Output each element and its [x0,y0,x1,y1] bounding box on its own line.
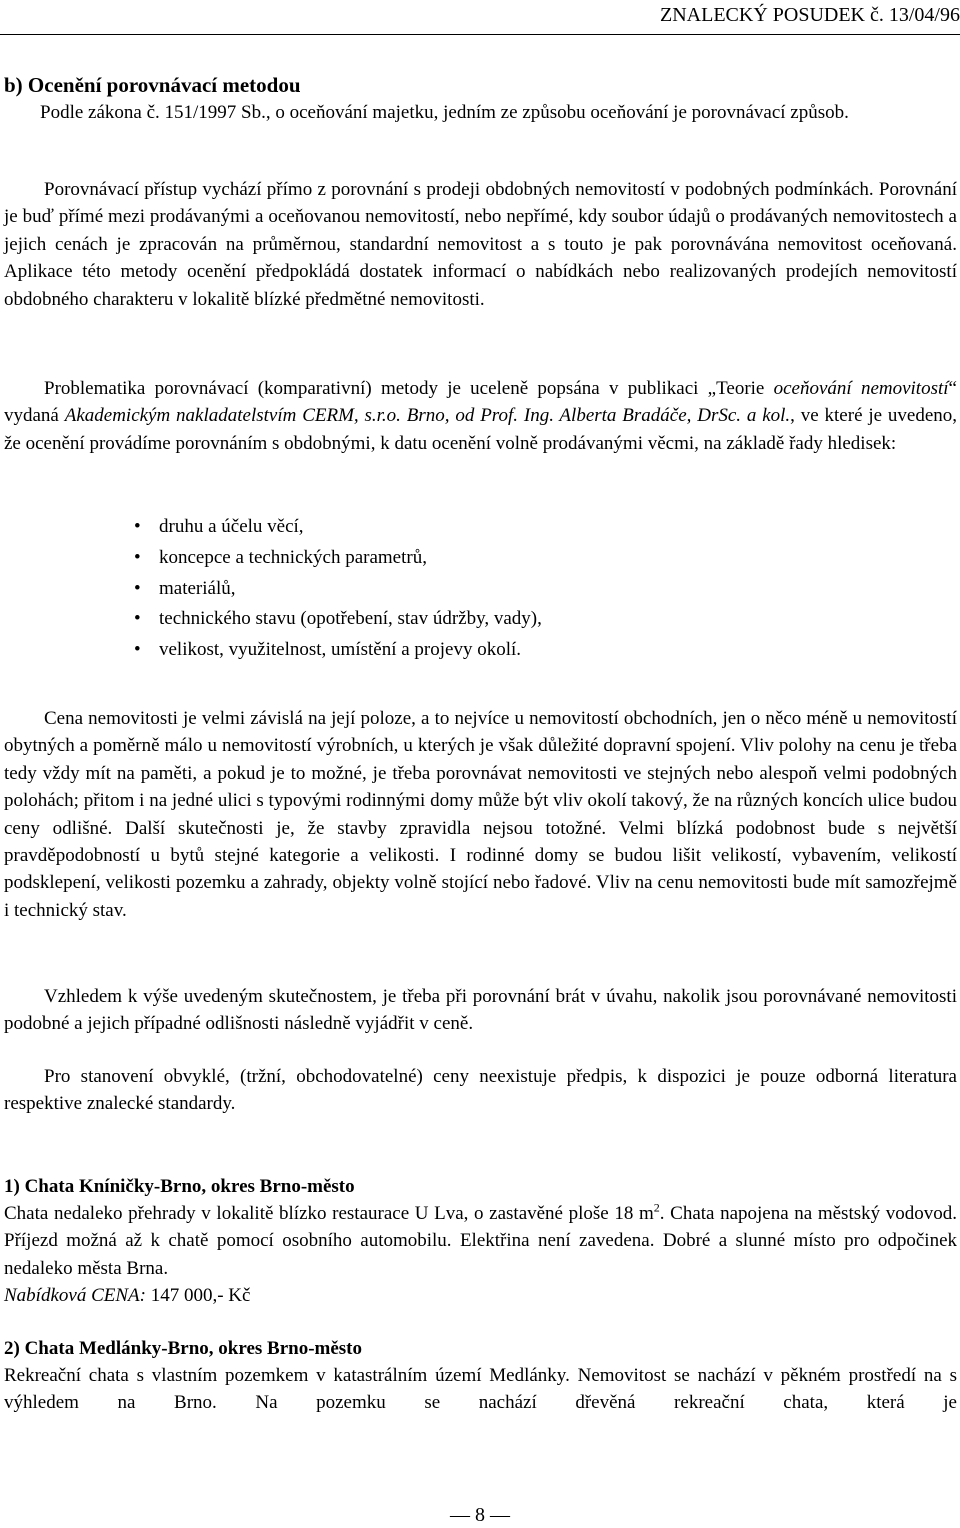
price-value: 147 000,- Kč [145,1285,251,1307]
paragraph-similarity [4,983,957,1038]
list-item: • velikost, využitelnost, umístění a projevy okolí. [134,635,542,666]
list-item: • materiálů, [134,574,542,605]
section-heading: b) Ocenění porovnávací metodou [4,73,301,97]
property-listing-1 [4,1173,957,1309]
text-run: . Chata napojena na městský vodovod. Příjezd možná až k chatě pomocí osobního automobilu. Elektřina není zavedena. Dobré a slunné místo pro odpočinek nedaleko města Brna. [4,1203,958,1279]
paragraph-publication [4,375,957,457]
text-run: “ vydaná [4,378,957,427]
text-run: , ve které je uvedeno, že ocenění provádíme porovnáním s obdobnými, k datu ocenění volně prodávanými věcmi, na základě řady hledisek: [4,405,958,454]
paragraph-comparative-approach [4,176,957,313]
running-header: ZNALECKÝ POSUDEK č. 13/04/96 [660,4,960,26]
list-item: • druhu a účelu věcí, [134,512,542,543]
price-label: Nabídková CENA: [4,1285,146,1307]
text-run: Problematika porovnávací (komparativní) metody je uceleně popsána v publikaci „Teorie [44,378,774,399]
property-price [4,1282,957,1309]
criteria-list [134,512,542,666]
paragraph-text [4,375,957,457]
text-run: Chata nedaleko přehrady v lokalitě blízko restaurace U Lva, o zastavěné ploše 18 m [4,1203,654,1224]
paragraph-text: Cena nemovitosti je velmi závislá na její poloze, a to nejvíce u nemovitostí obchodních, jen o něco méně u nemovitostí obytných a poměrně málo u nemovitostí výrobních, u kterých je však důležité dopravní spojení. Vliv polohy na cenu je třeba tedy vždy mít na paměti, a pokud je to možné, je třeba porovnávat nemovitosti ve stejných nebo alespoň velmi podobných polohách; přitom i na jedné ulici s typovými rodinnými domy může být vliv okolí takový, že na různých koncích ulice budou ceny odlišné. Další skutečnosti je, že stavby zpravidla nejsou totožné. Velmi blízká podobnost bude s největší pravděpodobností u bytů stejné kategorie a velikosti. I rodinné domy se budou lišit velikostí, vybavením, velikostí podsklepení, velikosti pozemku a zahrady, objekty volně stojící nebo řadové. Vliv na cenu nemovitosti bude mít samozřejmě i technický stav. [4,708,957,921]
italic-run: Akademickým nakladatelstvím CERM, s.r.o. Brno, od Prof. Ing. Alberta Bradáče, DrSc. a kol. [64,405,791,427]
page-number: — 8 — [450,1504,510,1526]
property-description: Rekreační chata s vlastním pozemkem v katastrálním území Medlánky. Nemovitost se nachází v pěkném prostředí na s výhledem na Brno. Na pozemku se nachází dřevěná rekreační chata, která je [4,1365,957,1414]
superscript: 2 [653,1200,660,1215]
paragraph-standards [4,1063,957,1118]
paragraph-text: Vzhledem k výše uvedeným skutečnostem, je třeba při porovnání brát v úvahu, nakolik jsou porovnávané nemovitosti podobné a jejich případné odlišnosti následně vyjádřit v ceně. [4,986,957,1035]
list-item: • koncepce a technických parametrů, [134,543,542,574]
paragraph-location [4,705,957,924]
property-description [4,1200,957,1282]
section-block [4,72,957,126]
italic-run: oceňování nemovitostí [773,378,949,399]
section-intro: Podle zákona č. 151/1997 Sb., o oceňování majetku, jedním ze způsobu oceňování je porovnávací způsob. [40,102,849,123]
list-item: • technického stavu (opotřebení, stav údržby, vady), [134,604,542,635]
property-title: 1) Chata Kníničky-Brno, okres Brno-město [4,1176,355,1197]
property-title: 2) Chata Medlánky-Brno, okres Brno-město [4,1338,363,1359]
property-listing-2 [4,1335,957,1417]
header-rule [0,34,960,35]
paragraph-text: Porovnávací přístup vychází přímo z porovnání s prodeji obdobných nemovitostí v podobných podmínkách. Porovnání je buď přímé mezi prodávanými a oceňovanou nemovitostí, nebo nepřímé, kdy soubor údajů o prodávaných nemovitostech a jejich cenách je zpracován na průměrnou, standardní nemovitost a s touto je pak porovnávána nemovitost oceňovaná. Aplikace této metody ocenění předpokládá dostatek informací o nabídkách nebo realizovaných prodejích nemovitostí obdobného charakteru v lokalitě blízké předmětné nemovitosti. [4,179,957,310]
paragraph-text: Pro stanovení obvyklé, (tržní, obchodovatelné) ceny neexistuje předpis, k dispozici je pouze odborná literatura respektive znalecké standardy. [4,1066,957,1115]
